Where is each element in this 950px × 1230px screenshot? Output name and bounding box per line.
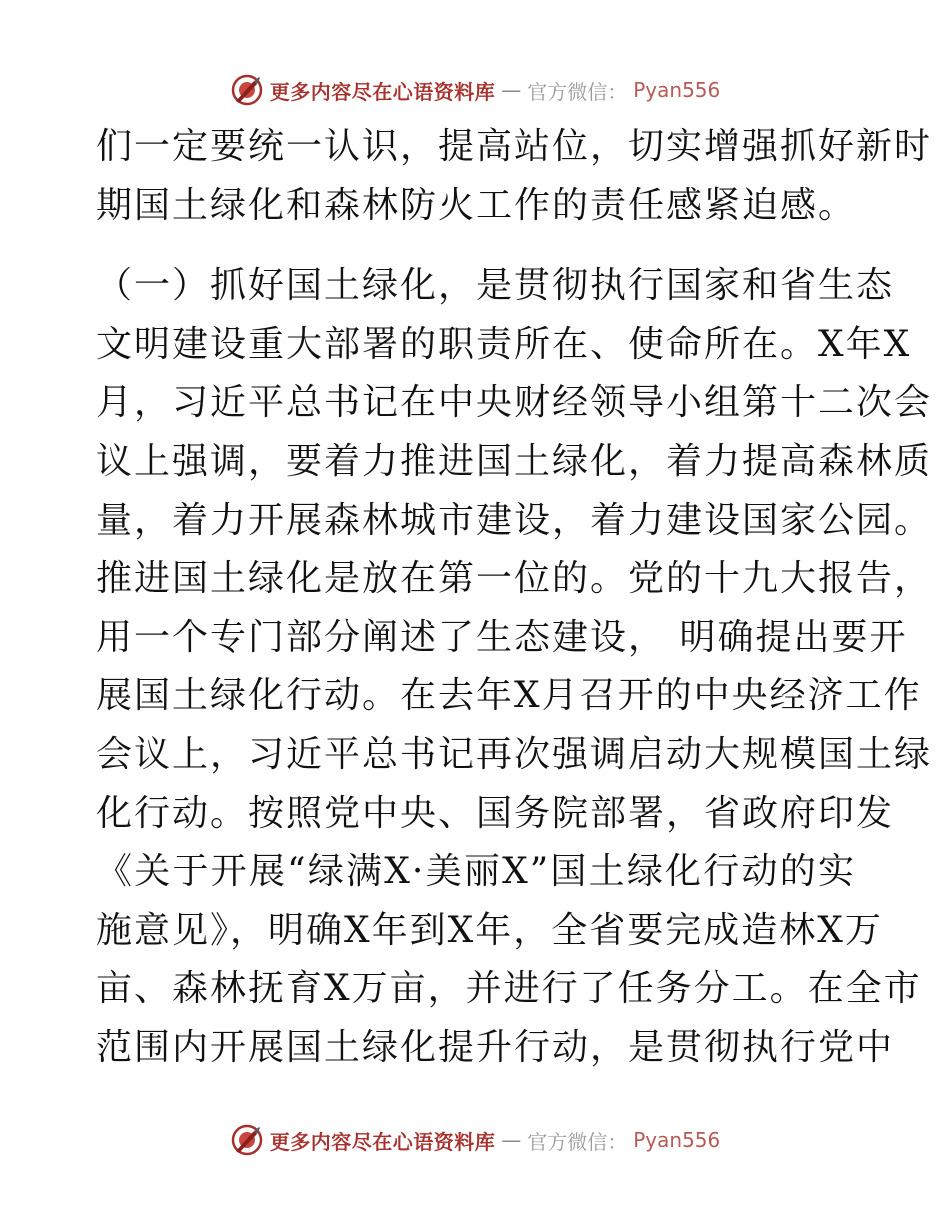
- watermark-site-text: 更多内容尽在心语资料库: [269, 79, 496, 104]
- text-line: 用一个专门部分阐述了生态建设， 明确提出要开: [96, 616, 908, 658]
- watermark-separator: —: [501, 78, 522, 102]
- document-body: [96, 118, 933, 1078]
- watermark-wechat-id: Pyan556: [633, 1128, 721, 1152]
- text-line: 化行动。按照党中央、国务院部署，省政府印发: [96, 792, 895, 834]
- watermark-banner: [230, 1123, 721, 1157]
- text-line: 范围内开展国土绿化提升行动，是贯彻执行党中: [96, 1026, 895, 1068]
- text-line: 量，着力开展森林城市建设，着力建设国家公园。: [96, 499, 933, 541]
- text-line: 展国土绿化行动。在去年X月召开的中央经济工作: [96, 675, 922, 717]
- text-line: 期国土绿化和森林防火工作的责任感紧迫感。: [96, 184, 857, 226]
- text-line: 推进国土绿化是放在第一位的。党的十九大报告，: [96, 558, 933, 600]
- text-line: 月，习近平总书记在中央财经领导小组第十二次会: [96, 382, 933, 424]
- text-line: （一）抓好国土绿化，是贯彻执行国家和省生态: [96, 265, 895, 307]
- watermark-banner: [230, 73, 721, 107]
- text-line: 亩、森林抚育X万亩，并进行了任务分工。在全市: [96, 968, 922, 1010]
- quill-seal-icon: [230, 73, 264, 107]
- text-line: 文明建设重大部署的职责所在、使命所在。X年X: [96, 323, 912, 365]
- paragraph-continuation: [96, 118, 933, 235]
- footer-watermark: [0, 1120, 950, 1160]
- text-line: 施意见》，明确X年到X年，全省要完成造林X万: [96, 909, 883, 951]
- watermark-wechat-label: 官方微信：: [527, 1129, 628, 1154]
- watermark-wechat-label: 官方微信：: [527, 79, 628, 104]
- text-line: 们一定要统一认识，提高站位，切实增强抓好新时: [96, 126, 933, 167]
- text-line: 会议上，习近平总书记再次强调启动大规模国土绿: [96, 733, 933, 775]
- watermark-wechat-id: Pyan556: [633, 78, 721, 102]
- paragraph-section-one: [96, 257, 933, 1077]
- header-watermark: [0, 70, 950, 110]
- text-line: 《关于开展“绿满X·美丽X”国土绿化行动的实: [96, 851, 856, 893]
- quill-seal-icon: [230, 1123, 264, 1157]
- watermark-separator: —: [501, 1128, 522, 1152]
- watermark-site-text: 更多内容尽在心语资料库: [269, 1129, 496, 1154]
- text-line: 议上强调，要着力推进国土绿化，着力提高森林质: [96, 440, 933, 482]
